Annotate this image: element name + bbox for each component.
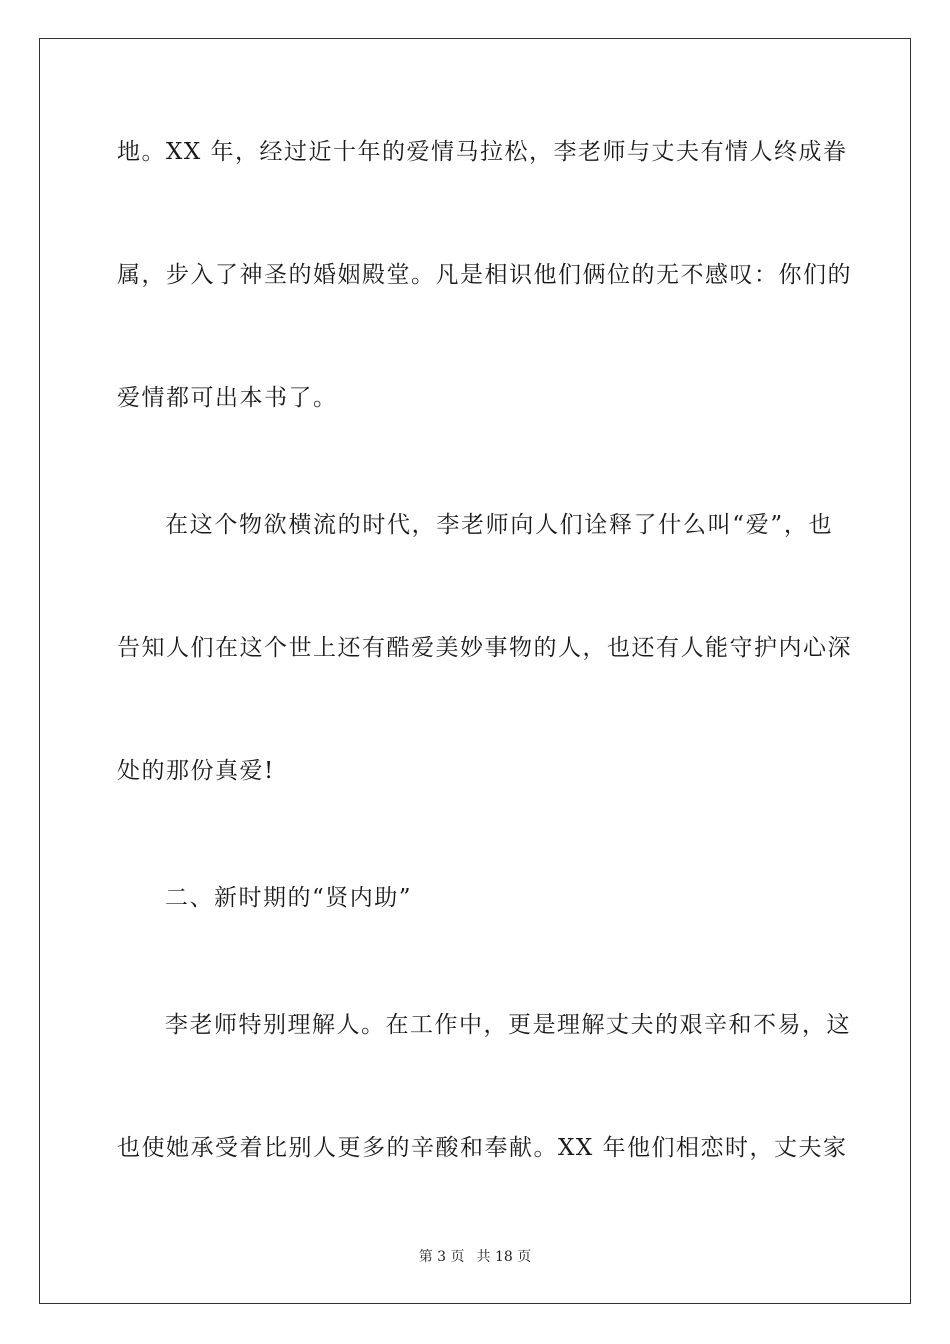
paragraph-line: 在这个物欲横流的时代，李老师向人们诠释了什么叫“爱”，也 — [165, 512, 833, 538]
page-footer — [0, 1248, 950, 1266]
paragraph-line: 告知人们在这个世上还有酷爱美妙事物的人，也还有人能守护内心深 — [117, 635, 852, 661]
paragraph-line: 属，步入了神圣的婚姻殿堂。凡是相识他们俩位的无不感叹：你们的 — [117, 262, 852, 288]
paragraph-line: 地。XX 年，经过近十年的爱情马拉松，李老师与丈夫有情人终成眷 — [117, 139, 848, 165]
page-number: 第 3 页 — [418, 1249, 465, 1265]
page-total: 共 18 页 — [476, 1249, 532, 1265]
paragraph-line: 也使她承受着比别人更多的辛酸和奉献。XX 年他们相恋时，丈夫家 — [117, 1135, 848, 1161]
page-border — [39, 38, 911, 1304]
paragraph-line: 李老师特别理解人。在工作中，更是理解丈夫的艰辛和不易，这 — [165, 1012, 851, 1038]
section-heading: 二、新时期的“贤内助” — [165, 885, 413, 911]
paragraph-line: 处的那份真爱! — [117, 758, 275, 784]
paragraph-line: 爱情都可出本书了。 — [117, 385, 338, 411]
